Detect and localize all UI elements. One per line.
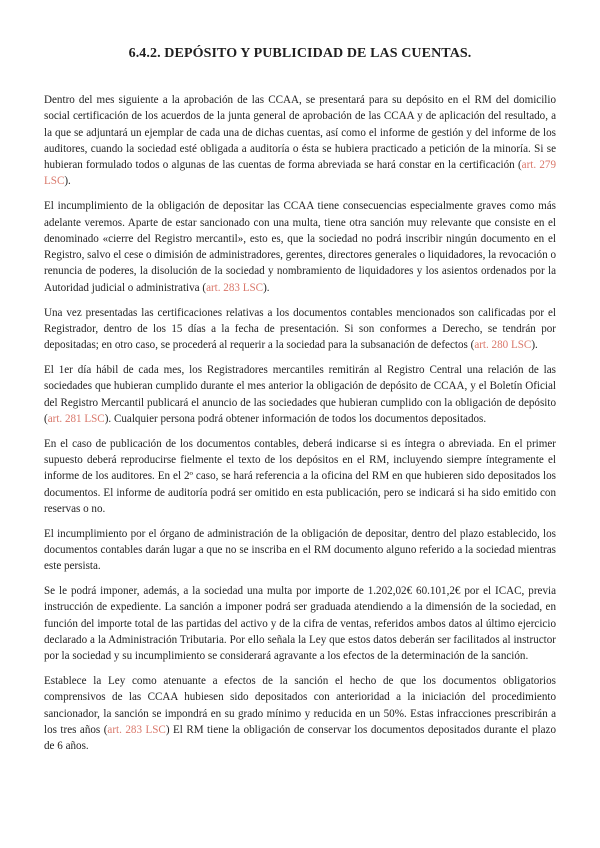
paragraph-text: El incumplimiento de la obligación de depositar las CCAA tiene consecuencias especialmente graves como más adelante veremos. Aparte de estar sancionado con una multa, tiene otra sanción muy relevante que consiste en el denominado «cierre del Registro mercantil», esto es, que la sociedad no podrá inscribir ningún documento en el Registro, salvo el cese o dimisión de administradores, gerentes, directores generales o liquidadores, la revocación o renuncia de poderes, la disolución de la sociedad y nombramiento de liquidadores y los asientos ordenados por la Autoridad judicial o administrativa ( [44, 200, 556, 294]
paragraph-1 [44, 92, 556, 190]
paragraph-text-end: ). [263, 281, 270, 294]
paragraph-8 [44, 673, 556, 754]
paragraph-4 [44, 362, 556, 427]
paragraph-6: El incumplimiento por el órgano de administración de la obligación de depositar, dentro del plazo establecido, los documentos contables darán lugar a que no se inscriba en el RM documento alguno referido a la sociedad mientras este persista. [44, 527, 556, 573]
law-reference-link[interactable]: art. 280 LSC [474, 339, 532, 352]
paragraph-text-end: ) El RM tiene la obligación de conservar los documentos depositados durante el plazo de 6 años. [44, 723, 556, 753]
section-title: 6.4.2. DEPÓSITO Y PUBLICIDAD DE LAS CUENTAS. [128, 46, 472, 61]
law-reference-link[interactable]: art. 283 LSC [107, 723, 166, 736]
law-reference-link[interactable]: art. 283 LSC [206, 281, 264, 294]
paragraph-3 [44, 305, 556, 354]
document-page [44, 46, 556, 763]
paragraph-7: Se le podrá imponer, además, a la sociedad una multa por importe de 1.202,02€ 60.101,2€ por el ICAC, previa instrucción de expediente. La sanción a imponer podrá ser graduada atendiendo a la dimensión de la sociedad, en función del importe total de las partidas del activo y de la cifra de ventas, referidos ambos datos al último ejercicio declarado a la Administración Tributaria. Por ello señala la Ley que estos datos deberán ser facilitados al instructor por la sociedad y su incumplimiento se considerará agravante a los efectos de la determinación de la sanción. [44, 585, 556, 663]
law-reference-link[interactable]: art. 281 LSC [47, 412, 105, 425]
paragraph-text: Una vez presentadas las certificaciones relativas a los documentos contables mencionados son calificadas por el Registrador, dentro de los 15 días a la fecha de presentación. Si son conformes a Derecho, se tendrán por depositadas; en otro caso, se procederá al requerir a la sociedad para la subsanación de defectos ( [44, 306, 556, 352]
paragraph-2 [44, 198, 556, 296]
paragraph-text: Establece la Ley como atenuante a efectos de la sanción el hecho de que los documentos obligatorios comprensivos de las CCAA hubiesen sido depositados con anterioridad a la iniciación del procedimiento sancionador, la sanción se impondrá en su grado mínimo y reducida en un 50%. Estas infracciones prescribirán a los tres años ( [44, 675, 556, 736]
paragraph-text-end: ). [531, 339, 538, 352]
paragraph-5: En el caso de publicación de los documentos contables, deberá indicarse si es íntegra o abreviada. En el primer supuesto deberá reproducirse fielmente el texto de los depósitos en el RM, incluyendo siempre íntegramente el informe de los auditores. En el 2º caso, se hará referencia a la oficina del RM en que hubieren sido depositados los documentos. El informe de auditoría podrá ser omitido en esta publicación, pero se indicará si ha sido emitido con reservas o no. [44, 437, 556, 515]
paragraph-text: Dentro del mes siguiente a la aprobación de las CCAA, se presentará para su depósito en el RM del domicilio social certificación de los acuerdos de la junta general de aprobación de las CCAA y de aplicación del resultado, a la que se adjuntará un ejemplar de cada una de dichas cuentas, así como el informe de gestión y del informe de los auditores, cuando la sociedad esté obligada a auditoría o ésta se hubiera practicado a petición de la minoría. Si se hubieran formulado todos o algunas de las cuentas de forma abreviada se hará constar en la certificación ( [44, 94, 556, 172]
law-reference-link[interactable]: art. 279 LSC [44, 159, 556, 188]
paragraph-text-end: ). [64, 175, 71, 188]
paragraph-text-end: ). Cualquier persona podrá obtener información de todos los documentos depositados. [104, 412, 487, 425]
paragraph-text: El 1er día hábil de cada mes, los Registradores mercantiles remitirán al Registro Central una relación de las sociedades que hubieran cumplido durante el mes anterior la obligación de depósito de CCAA, y el Boletín Oficial del Registro Mercantil publicará el anuncio de las sociedades que hubieran cumplido con la obligación de depósito ( [44, 363, 556, 425]
